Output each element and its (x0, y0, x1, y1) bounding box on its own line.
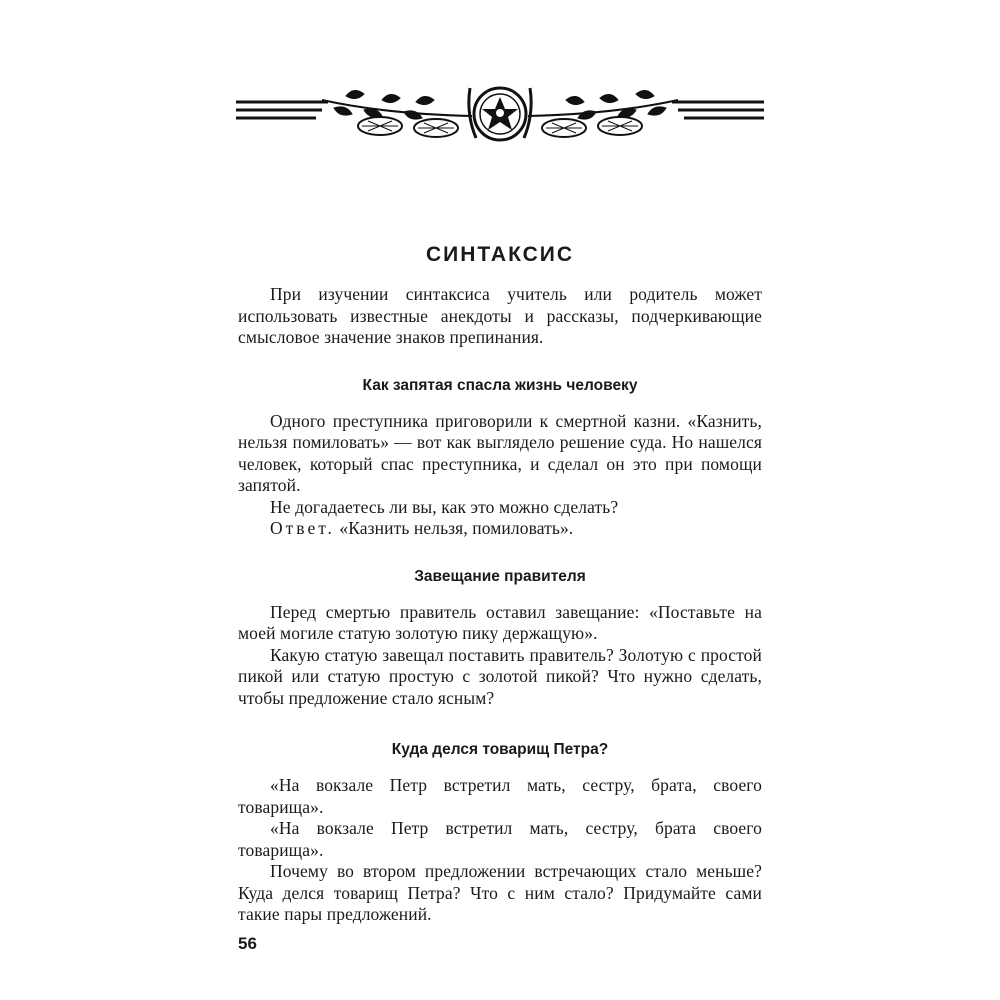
page-number: 56 (238, 934, 257, 953)
section-paragraph: Почему во втором предложении встречающих стало меньше? Куда делся товарищ Петра? Что с ним стало? Придумайте сами такие пары предложений. (238, 861, 762, 924)
section-paragraph: Перед смертью правитель оставил завещание: «Поставьте на моей могиле статую золотую пику держащую». (238, 601, 762, 643)
answer-text: «Казнить нельзя, помиловать». (339, 518, 574, 538)
section-heading: Как запятая спасла жизнь человеку (362, 376, 638, 394)
answer-label: Ответ. (270, 518, 335, 538)
page-content (238, 240, 762, 926)
chapter-title: СИНТАКСИС (425, 243, 575, 266)
section-paragraph: Не догадаетесь ли вы, как это можно сделать? (270, 496, 619, 517)
answer-paragraph (238, 518, 762, 540)
section-heading: Куда делся товарищ Петра? (391, 741, 609, 758)
section-heading: Завещание правителя (414, 567, 586, 585)
decorative-ornament (236, 80, 764, 152)
section-paragraph: «На вокзале Петр встретил мать, сестру, брата своего товарища». (238, 818, 762, 860)
section-paragraph: Какую статую завещал поставить правитель? Золотую с простой пикой или статую простую с золотой пикой? Что нужно сделать, чтобы предложение стало ясным? (238, 644, 762, 708)
section-paragraph: «На вокзале Петр встретил мать, сестру, брата, своего товарища». (238, 775, 762, 817)
intro-paragraph: При изучении синтаксиса учитель или родитель может использовать известные анекдоты и рассказы, подчеркивающие смысловое значение знаков препинания. (238, 284, 762, 347)
section-paragraph: Одного преступника приговорили к смертной казни. «Казнить, нельзя помиловать» — вот как выглядело решение суда. Но нашелся человек, который спас преступника, и сделал он это при помощи запятой. (238, 410, 762, 495)
